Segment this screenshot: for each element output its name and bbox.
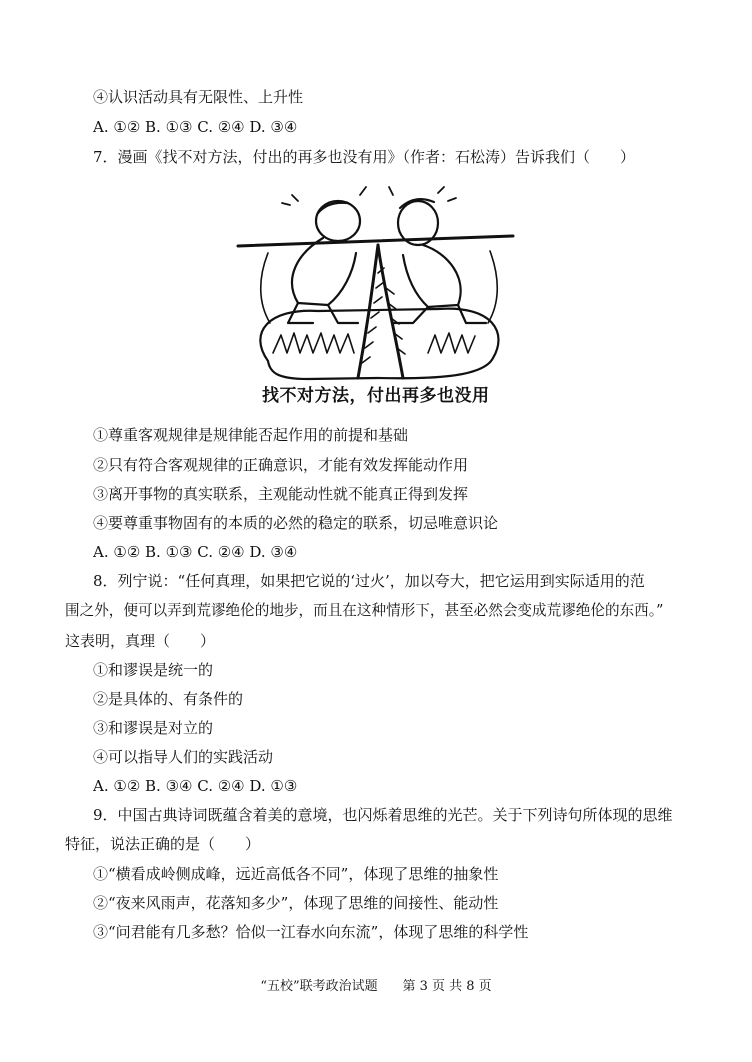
q7-option-4: ④要尊重事物固有的本质的必然的稳定的联系，切忌唯意识论 [93,514,499,532]
q8-option-2: ②是具体的、有条件的 [93,690,244,708]
page-footer [0,975,752,994]
q6-option-4: ④认识活动具有无限性、上升性 [93,88,304,106]
footer-page-info: 第 3 页 共 8 页 [402,979,492,994]
q6-answer-choices: A. ①② B. ①③ C. ②④ D. ③④ [93,118,298,136]
q9-stem-line-2: 特征，说法正确的是（ ） [65,835,261,853]
q7-stem: 7．漫画《找不对方法，付出的再多也没有用》（作者：石松涛）告诉我们（ ） [93,148,636,166]
q8-option-4: ④可以指导人们的实践活动 [93,748,274,766]
q8-option-3: ③和谬误是对立的 [93,719,214,737]
footer-exam-name: “五校”联考政治试题 [260,979,378,994]
q8-stem-line-3: 这表明，真理（ ） [65,632,216,650]
q8-answer-choices: A. ①② B. ③④ C. ②④ D. ①③ [93,777,298,795]
q7-option-2: ②只有符合客观规律的正确意识，才能有效发挥能动作用 [93,456,469,474]
q9-option-2: ②“夜来风雨声，花落知多少”，体现了思维的间接性、能动性 [93,894,499,912]
q7-option-1: ①尊重客观规律是规律能否起作用的前提和基础 [93,426,409,444]
q8-stem-line-2: 围之外，便可以弄到荒谬绝伦的地步，而且在这种情形下，甚至必然会变成荒谬绝伦的东西。” [65,602,664,619]
cartoon-illustration [228,183,520,413]
q8-stem-line-1: 8．列宁说：“任何真理，如果把它说的‘过火’，加以夸大，把它运用到实际适用的范 [93,572,645,590]
q8-option-1: ①和谬误是统一的 [93,661,214,679]
q9-option-1: ①“横看成岭侧成峰，远近高低各不同”，体现了思维的抽象性 [93,865,499,883]
q7-answer-choices: A. ①② B. ①③ C. ②④ D. ③④ [93,543,298,561]
q7-option-3: ③离开事物的真实联系，主观能动性就不能真正得到发挥 [93,485,469,503]
q9-stem-line-1: 9．中国古典诗词既蕴含着美的意境，也闪烁着思维的光芒。关于下列诗句所体现的思维 [93,806,673,824]
q9-option-3: ③“问君能有几多愁？恰似一江春水向东流”，体现了思维的科学性 [93,923,529,941]
cartoon-caption: 找不对方法，付出再多也没用 [262,386,490,406]
